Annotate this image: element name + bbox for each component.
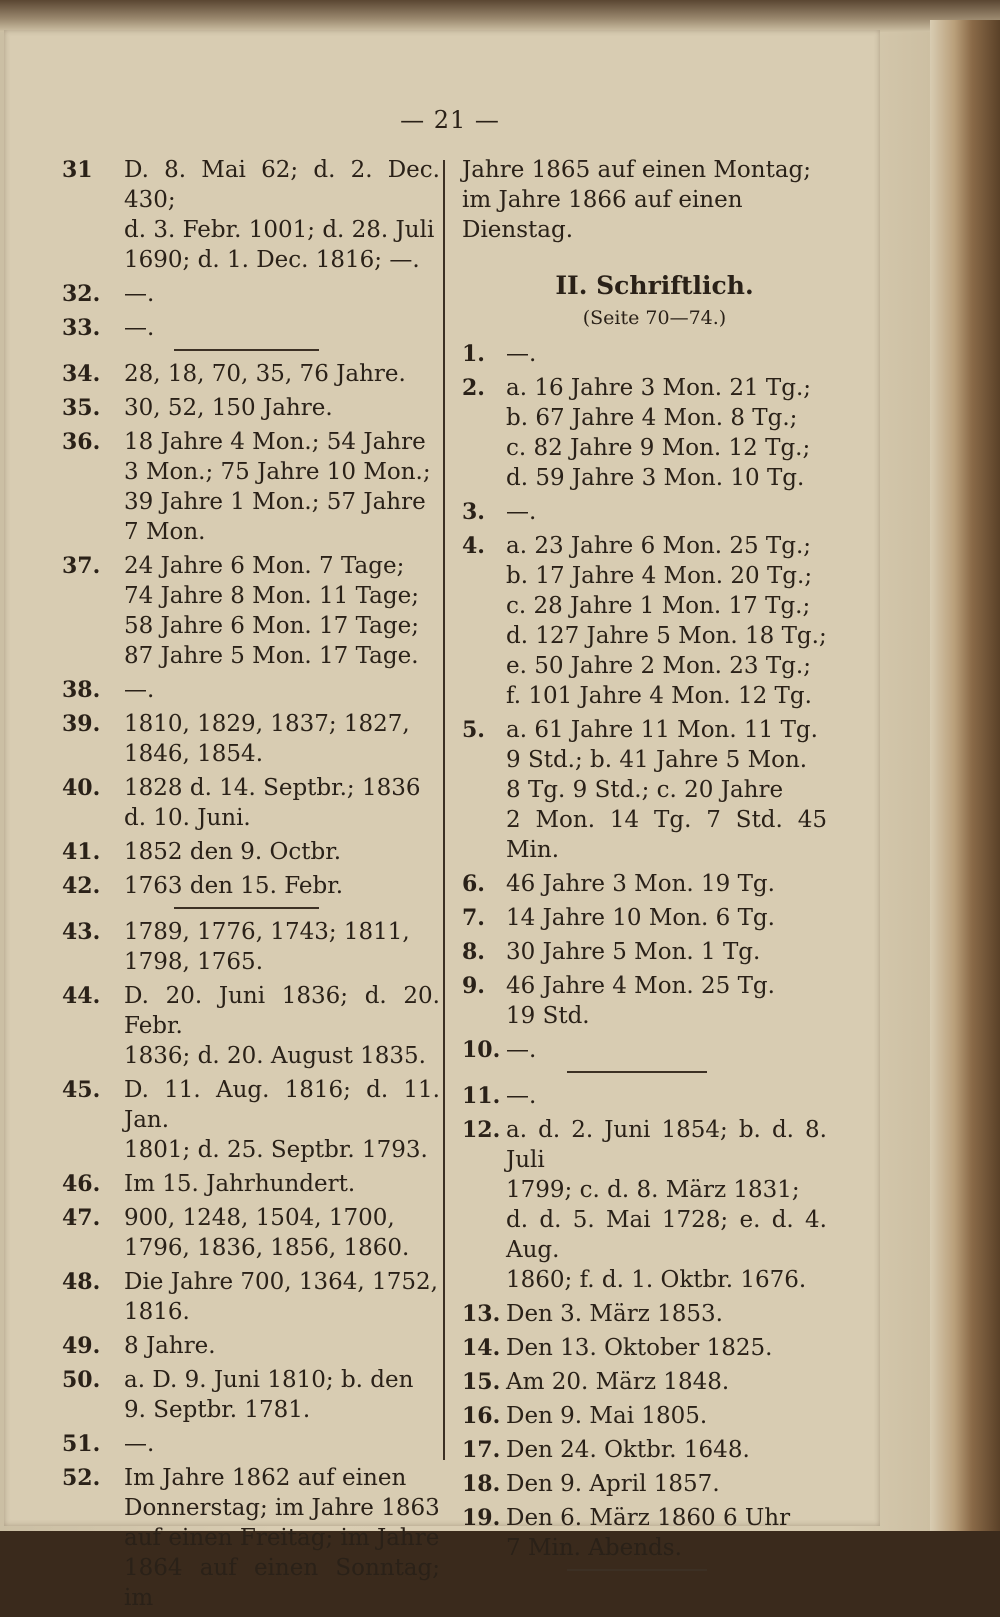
book-spine — [930, 20, 1000, 1531]
answer-line: b. 17 Jahre 4 Mon. 20 Tg.; — [506, 563, 813, 589]
answer-line: 1810, 1829, 1837; 1827, — [124, 711, 410, 737]
answer-line: Die Jahre 700, 1364, 1752, — [124, 1269, 438, 1295]
answer-entry — [62, 1169, 440, 1199]
answer-entry — [462, 1469, 827, 1499]
answer-line: d. d. 5. Mai 1728; e. d. 4. Aug. — [506, 1207, 827, 1263]
answer-line: c. 82 Jahre 9 Mon. 12 Tg.; — [506, 435, 811, 461]
answer-text — [124, 837, 440, 867]
answer-line: d. 59 Jahre 3 Mon. 10 Tg. — [506, 465, 805, 491]
answer-number: 44. — [62, 983, 101, 1009]
answer-entry — [462, 971, 827, 1031]
answer-line: a. 61 Jahre 11 Mon. 11 Tg. — [506, 717, 818, 743]
column-divider — [443, 160, 445, 1460]
answer-line: 46 Jahre 3 Mon. 19 Tg. — [506, 871, 775, 897]
answer-text — [506, 937, 827, 967]
answer-number: 19. — [462, 1505, 501, 1531]
answer-line: 1796, 1836, 1856, 1860. — [124, 1235, 410, 1261]
answer-line: 14 Jahre 10 Mon. 6 Tg. — [506, 905, 775, 931]
answer-number: 38. — [62, 677, 101, 703]
answer-text — [124, 313, 440, 343]
answer-line: Dienstag. — [462, 217, 574, 243]
answer-number: 36. — [62, 429, 101, 455]
right-column — [462, 155, 827, 1579]
answer-line: 1789, 1776, 1743; 1811, — [124, 919, 410, 945]
answer-entry — [62, 551, 440, 671]
answer-line: 87 Jahre 5 Mon. 17 Tage. — [124, 643, 419, 669]
answer-line: Den 13. Oktober 1825. — [506, 1335, 773, 1361]
answer-list — [462, 339, 827, 1563]
answer-line: 1828 d. 14. Septbr.; 1836 — [124, 775, 421, 801]
answer-entry — [462, 531, 827, 711]
answer-line: auf einen Freitag; im Jahre — [124, 1525, 440, 1551]
answer-line: —. — [506, 341, 537, 367]
answer-entry — [62, 359, 440, 389]
answer-line: 19 Std. — [506, 1003, 590, 1029]
answer-line: 30 Jahre 5 Mon. 1 Tg. — [506, 939, 761, 965]
answer-text — [506, 1401, 827, 1431]
answer-entry — [462, 937, 827, 967]
answer-number: 8. — [462, 939, 485, 965]
answer-entry — [462, 869, 827, 899]
answer-line: —. — [124, 315, 155, 341]
answer-text — [506, 1367, 827, 1397]
answer-number: 48. — [62, 1269, 101, 1295]
answer-number: 17. — [462, 1437, 501, 1463]
answer-entry — [62, 155, 440, 275]
answer-line: 1690; d. 1. Dec. 1816; —. — [124, 247, 420, 273]
answer-text — [124, 917, 440, 977]
answer-text — [124, 551, 440, 671]
answer-text — [124, 155, 440, 275]
answer-text — [124, 1169, 440, 1199]
answer-line: Den 6. März 1860 6 Uhr — [506, 1505, 791, 1531]
answer-number: 14. — [462, 1335, 501, 1361]
answer-text — [124, 279, 440, 309]
answer-entry — [462, 1435, 827, 1465]
answer-text — [506, 715, 827, 865]
answer-text — [124, 1429, 440, 1459]
answer-entry — [462, 1115, 827, 1295]
answer-entry — [62, 709, 440, 769]
answer-entry — [62, 1463, 440, 1613]
left-column — [62, 155, 440, 1617]
answer-number: 16. — [462, 1403, 501, 1429]
answer-text — [124, 427, 440, 547]
answer-entry — [62, 393, 440, 423]
answer-entry — [62, 773, 440, 833]
answer-line: 8 Tg. 9 Std.; c. 20 Jahre — [506, 777, 784, 803]
answer-text — [124, 1463, 440, 1613]
answer-entry — [62, 427, 440, 547]
answer-text — [124, 393, 440, 423]
answer-text — [506, 1035, 827, 1065]
answer-line: b. 67 Jahre 4 Mon. 8 Tg.; — [506, 405, 798, 431]
answer-line: a. D. 9. Juni 1810; b. den — [124, 1367, 414, 1393]
answer-entry — [462, 1401, 827, 1431]
answer-entry — [62, 917, 440, 977]
answer-text — [506, 497, 827, 527]
answer-text — [124, 359, 440, 389]
answer-line: Im Jahre 1862 auf einen — [124, 1465, 407, 1491]
answer-line: 900, 1248, 1504, 1700, — [124, 1205, 395, 1231]
answer-number: 47. — [62, 1205, 101, 1231]
answer-line: —. — [124, 1431, 155, 1457]
answer-number: 43. — [62, 919, 101, 945]
answer-line: 58 Jahre 6 Mon. 17 Tage; — [124, 613, 419, 639]
answer-entry — [462, 1367, 827, 1397]
answer-line: 1836; d. 20. August 1835. — [124, 1043, 426, 1069]
answer-number: 9. — [462, 973, 485, 999]
answer-number: 4. — [462, 533, 485, 559]
answer-number: 18. — [462, 1471, 501, 1497]
answer-line: 3 Mon.; 75 Jahre 10 Mon.; — [124, 459, 431, 485]
answer-line: a. 16 Jahre 3 Mon. 21 Tg.; — [506, 375, 812, 401]
page-number: — 21 — — [400, 106, 500, 134]
answer-number: 6. — [462, 871, 485, 897]
continuation-text — [462, 155, 827, 245]
answer-line: d. 3. Febr. 1001; d. 28. Juli — [124, 217, 435, 243]
separator-rule — [174, 349, 319, 351]
answer-entry — [62, 313, 440, 343]
page-top-edge — [0, 0, 1000, 32]
answer-number: 39. — [62, 711, 101, 737]
answer-line: Im 15. Jahrhundert. — [124, 1171, 356, 1197]
answer-line: D. 8. Mai 62; d. 2. Dec. 430; — [124, 157, 440, 213]
answer-line: 30, 52, 150 Jahre. — [124, 395, 333, 421]
answer-text — [506, 1081, 827, 1111]
answer-line: Den 3. März 1853. — [506, 1301, 723, 1327]
answer-text — [506, 373, 827, 493]
answer-line: 39 Jahre 1 Mon.; 57 Jahre — [124, 489, 426, 515]
answer-text — [506, 339, 827, 369]
answer-line: 46 Jahre 4 Mon. 25 Tg. — [506, 973, 775, 999]
answer-text — [124, 675, 440, 705]
answer-number: 52. — [62, 1465, 101, 1491]
answer-line: e. 50 Jahre 2 Mon. 23 Tg.; — [506, 653, 811, 679]
answer-line: 1846, 1854. — [124, 741, 263, 767]
answer-text — [124, 1267, 440, 1327]
answer-line: d. 10. Juni. — [124, 805, 251, 831]
answer-number: 2. — [462, 375, 485, 401]
answer-entry — [462, 903, 827, 933]
answer-number: 50. — [62, 1367, 101, 1393]
answer-number: 12. — [462, 1117, 501, 1143]
answer-number: 31 — [62, 157, 93, 183]
answer-entry — [462, 339, 827, 369]
answer-entry — [62, 1429, 440, 1459]
answer-line: Jahre 1865 auf einen Montag; — [462, 157, 812, 183]
answer-number: 11. — [462, 1083, 501, 1109]
answer-number: 42. — [62, 873, 101, 899]
answer-line: —. — [124, 677, 155, 703]
answer-entry — [462, 1503, 827, 1563]
answer-line: 1860; f. d. 1. Oktbr. 1676. — [506, 1267, 807, 1293]
answer-number: 15. — [462, 1369, 501, 1395]
answer-line: 1763 den 15. Febr. — [124, 873, 344, 899]
answer-line: —. — [124, 281, 155, 307]
answer-line: Am 20. März 1848. — [506, 1369, 730, 1395]
continuation-entry — [462, 155, 827, 245]
answer-line: 1799; c. d. 8. März 1831; — [506, 1177, 800, 1203]
answer-line: Den 9. April 1857. — [506, 1471, 720, 1497]
answer-entry — [62, 1203, 440, 1263]
answer-text — [506, 1333, 827, 1363]
section-title: II. Schriftlich. — [555, 271, 754, 300]
answer-line: a. 23 Jahre 6 Mon. 25 Tg.; — [506, 533, 812, 559]
answer-number: 49. — [62, 1333, 101, 1359]
answer-text — [124, 1075, 440, 1165]
answer-text — [506, 531, 827, 711]
answer-number: 7. — [462, 905, 485, 931]
answer-text — [124, 981, 440, 1071]
answer-text — [124, 1203, 440, 1263]
answer-entry — [62, 871, 440, 901]
answer-text — [124, 709, 440, 769]
section-subtitle: (Seite 70—74.) — [582, 307, 727, 329]
answer-line: c. 28 Jahre 1 Mon. 17 Tg.; — [506, 593, 811, 619]
answer-text — [124, 1365, 440, 1425]
answer-line: 1801; d. 25. Septbr. 1793. — [124, 1137, 428, 1163]
answer-text — [506, 1503, 827, 1563]
answer-line: D. 20. Juni 1836; d. 20. Febr. — [124, 983, 440, 1039]
answer-number: 1. — [462, 341, 485, 367]
answer-number: 10. — [462, 1037, 501, 1063]
answer-line: 24 Jahre 6 Mon. 7 Tage; — [124, 553, 405, 579]
answer-line: 7 Mon. — [124, 519, 206, 545]
answer-number: 35. — [62, 395, 101, 421]
answer-number: 40. — [62, 775, 101, 801]
answer-text — [124, 773, 440, 833]
answer-entry — [462, 1333, 827, 1363]
answer-entry — [462, 1299, 827, 1329]
answer-line: 1864 auf einen Sonntag; im — [124, 1555, 440, 1611]
end-rule — [567, 1569, 707, 1571]
answer-entry — [462, 1081, 827, 1111]
answer-number: 32. — [62, 281, 101, 307]
answer-number: 5. — [462, 717, 485, 743]
answer-entry — [62, 837, 440, 867]
answer-line: 18 Jahre 4 Mon.; 54 Jahre — [124, 429, 426, 455]
answer-entry — [62, 1075, 440, 1165]
answer-entry — [462, 373, 827, 493]
answer-entry — [462, 715, 827, 865]
answer-number: 33. — [62, 315, 101, 341]
answer-text — [506, 1469, 827, 1499]
answer-text — [124, 871, 440, 901]
answer-number: 37. — [62, 553, 101, 579]
answer-entry — [62, 1267, 440, 1327]
answer-text — [506, 1299, 827, 1329]
answer-line: 2 Mon. 14 Tg. 7 Std. 45 Min. — [506, 807, 827, 863]
answer-line: 8 Jahre. — [124, 1333, 216, 1359]
answer-line: d. 127 Jahre 5 Mon. 18 Tg.; — [506, 623, 827, 649]
answer-text — [506, 869, 827, 899]
answer-text — [124, 1331, 440, 1361]
answer-line: 1798, 1765. — [124, 949, 263, 975]
answer-entry — [62, 1331, 440, 1361]
answer-number: 45. — [62, 1077, 101, 1103]
answer-text — [506, 1115, 827, 1295]
answer-line: 74 Jahre 8 Mon. 11 Tage; — [124, 583, 419, 609]
answer-number: 41. — [62, 839, 101, 865]
answer-number: 13. — [462, 1301, 501, 1327]
answer-line: 9 Std.; b. 41 Jahre 5 Mon. — [506, 747, 808, 773]
answer-line: Donnerstag; im Jahre 1863 — [124, 1495, 440, 1521]
answer-entry — [462, 1035, 827, 1065]
answer-line: 28, 18, 70, 35, 76 Jahre. — [124, 361, 406, 387]
separator-rule — [174, 907, 319, 909]
answer-line: 7 Min. Abends. — [506, 1535, 682, 1561]
answer-line: D. 11. Aug. 1816; d. 11. Jan. — [124, 1077, 440, 1133]
answer-entry — [62, 981, 440, 1071]
answer-entry — [62, 279, 440, 309]
answer-text — [506, 903, 827, 933]
answer-line: 1852 den 9. Octbr. — [124, 839, 342, 865]
answer-number: 3. — [462, 499, 485, 525]
answer-text — [506, 971, 827, 1031]
answer-entry — [462, 497, 827, 527]
answer-line: —. — [506, 1037, 537, 1063]
answer-text — [506, 1435, 827, 1465]
answer-line: im Jahre 1866 auf einen — [462, 187, 743, 213]
answer-line: Den 9. Mai 1805. — [506, 1403, 708, 1429]
answer-line: —. — [506, 499, 537, 525]
answer-line: —. — [506, 1083, 537, 1109]
separator-rule — [567, 1071, 707, 1073]
answer-line: a. d. 2. Juni 1854; b. d. 8. Juli — [506, 1117, 827, 1173]
answer-entry — [62, 675, 440, 705]
answer-line: 9. Septbr. 1781. — [124, 1397, 311, 1423]
answer-line: 1816. — [124, 1299, 190, 1325]
answer-number: 46. — [62, 1171, 101, 1197]
answer-number: 51. — [62, 1431, 101, 1457]
answer-line: Den 24. Oktbr. 1648. — [506, 1437, 750, 1463]
answer-line: f. 101 Jahre 4 Mon. 12 Tg. — [506, 683, 812, 709]
answer-entry — [62, 1365, 440, 1425]
answer-number: 34. — [62, 361, 101, 387]
